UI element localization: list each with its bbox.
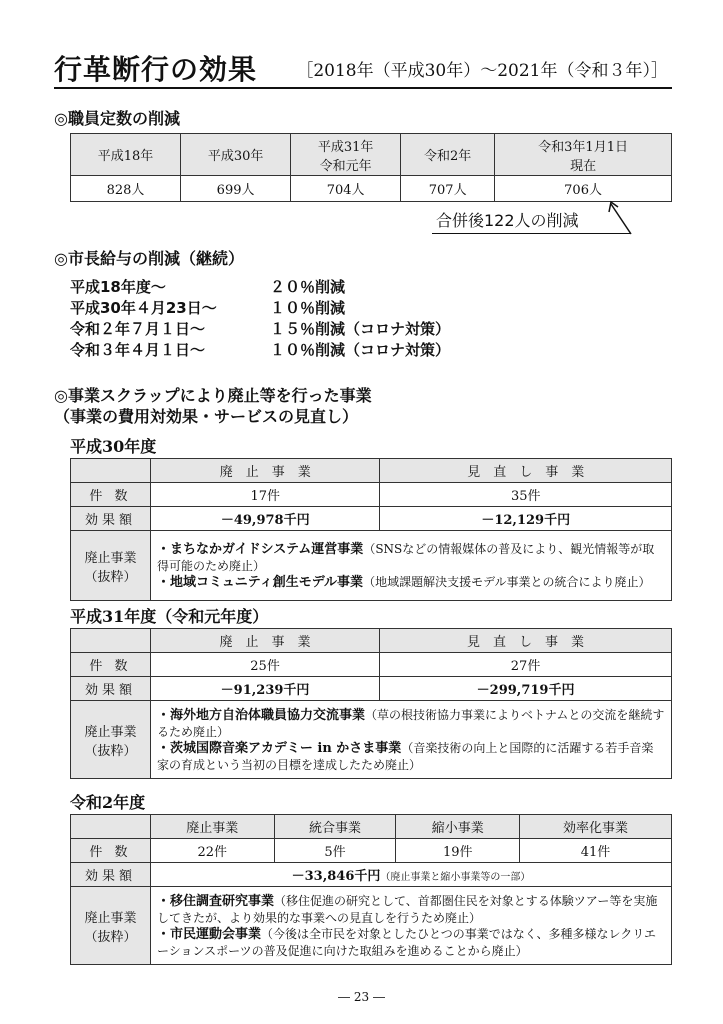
staff-header-row xyxy=(71,134,672,176)
table-row xyxy=(71,677,672,701)
staff-heading: ◎職員定数の削減 xyxy=(54,109,180,128)
page-title: 行革断行の効果 xyxy=(54,53,258,86)
effect-value: －33,846千円 xyxy=(291,869,381,884)
arrow-icon xyxy=(605,198,635,238)
staff-value-0: 828人 xyxy=(71,176,181,202)
staff-col-3: 令和2年 xyxy=(401,134,495,176)
count-cell: 19件 xyxy=(396,839,520,863)
table-row xyxy=(71,863,672,887)
title-row xyxy=(54,42,672,92)
table-r2 xyxy=(70,814,672,965)
page-number: ― 23 ― xyxy=(338,990,385,1004)
table-row xyxy=(71,507,672,531)
item-name: ・市民運動会事業 xyxy=(157,926,262,942)
salary-what: １０％削減 xyxy=(270,299,346,317)
table-row xyxy=(71,701,672,779)
col-header: 見 直 し 事 業 xyxy=(380,629,672,653)
item-name: ・地域コミュニティ創生モデル事業 xyxy=(157,574,364,590)
row-label-abolished xyxy=(71,531,151,601)
items-cell xyxy=(151,887,672,965)
table-row xyxy=(71,531,672,601)
salary-when: 令和３年４月１日～ xyxy=(70,341,206,359)
effect-note: （廃止事業と縮小事業等の一部） xyxy=(380,872,531,883)
row-label-count: 件 数 xyxy=(71,483,151,507)
salary-heading: ◎市長給与の削減（継続） xyxy=(54,249,244,268)
effect-cell: －12,129千円 xyxy=(380,507,672,531)
col-header: 効率化事業 xyxy=(519,815,671,839)
table-row xyxy=(71,839,672,863)
item-desc: （草の根技術協力事業によりベトナムとの交流を継続するため廃止） xyxy=(157,707,665,739)
salary-what: ２０％削減 xyxy=(270,278,346,296)
staff-table xyxy=(70,133,672,202)
count-cell: 5件 xyxy=(274,839,396,863)
staff-value-3: 707人 xyxy=(401,176,495,202)
table-row xyxy=(71,629,672,653)
table-row xyxy=(71,459,672,483)
merge-note: 合併後122人の削減 xyxy=(436,211,579,230)
item-name: ・海外地方自治体職員協力交流事業 xyxy=(157,707,366,723)
staff-col-2: 平成31年 令和元年 xyxy=(291,134,401,176)
table-row xyxy=(71,887,672,965)
year-heading-r2: 令和2年度 xyxy=(70,793,146,812)
items-cell xyxy=(151,531,672,601)
scrap-subheading: （事業の費用対効果・サービスの見直し） xyxy=(54,407,359,426)
corner-cell xyxy=(71,459,151,483)
effect-cell: －91,239千円 xyxy=(151,677,380,701)
row-label-effect: 効果額 xyxy=(71,507,151,531)
col-header: 廃 止 事 業 xyxy=(151,629,380,653)
staff-value-2: 704人 xyxy=(291,176,401,202)
col-header: 縮小事業 xyxy=(396,815,520,839)
col-header: 廃止事業 xyxy=(151,815,275,839)
item-name: ・移住調査研究事業 xyxy=(157,893,275,909)
col-header: 統合事業 xyxy=(274,815,396,839)
salary-when: 平成30年４月23日～ xyxy=(70,299,217,317)
salary-what: １０％削減（コロナ対策） xyxy=(270,341,451,359)
merge-underline xyxy=(432,233,630,234)
count-cell: 17件 xyxy=(151,483,380,507)
table-row xyxy=(71,653,672,677)
item-desc: （音楽技術の向上と国際的に活躍する若手音楽家の育成という当初の目標を達成したため廃止） xyxy=(157,740,654,772)
count-cell: 27件 xyxy=(380,653,672,677)
item-desc: （地域課題解決支援モデル事業との統合により廃止） xyxy=(363,574,651,589)
staff-values-row xyxy=(71,176,672,202)
list-item xyxy=(157,926,665,959)
title-rule xyxy=(54,87,672,89)
label-excerpt: （抜粋） xyxy=(84,743,137,759)
count-cell: 35件 xyxy=(380,483,672,507)
row-label-count: 件 数 xyxy=(71,653,151,677)
salary-what: １５％削減（コロナ対策） xyxy=(270,320,451,338)
label-abolished: 廃止事業 xyxy=(84,724,137,740)
year-heading-h31: 平成31年度（令和元年度） xyxy=(70,607,269,626)
effect-cell xyxy=(151,863,672,887)
item-desc: （SNSなどの情報媒体の普及により、観光情報等が取得可能のため廃止） xyxy=(157,541,655,573)
scrap-heading: ◎事業スクラップにより廃止等を行った事業 xyxy=(54,386,372,405)
item-desc: （今後は全市民を対象としたひとつの事業ではなく、多種多様なレクリエーションスポーツの普及促進に向けた取組みを進めることから廃止） xyxy=(157,926,657,958)
count-cell: 22件 xyxy=(151,839,275,863)
effect-cell: －299,719千円 xyxy=(380,677,672,701)
label-excerpt: （抜粋） xyxy=(84,929,137,945)
col-header: 廃 止 事 業 xyxy=(151,459,380,483)
staff-value-4: 706人 xyxy=(495,176,672,202)
item-name: ・まちなかガイドシステム運営事業 xyxy=(157,541,364,557)
year-heading-h30: 平成30年度 xyxy=(70,437,157,456)
salary-when: 令和２年７月１日～ xyxy=(70,320,206,338)
label-abolished: 廃止事業 xyxy=(84,910,137,926)
period-label: ［2018年（平成30年）～2021年（令和３年）］ xyxy=(296,61,668,81)
row-label-effect: 効果額 xyxy=(71,863,151,887)
row-label-abolished xyxy=(71,701,151,779)
row-label-effect: 効果額 xyxy=(71,677,151,701)
count-cell: 41件 xyxy=(519,839,671,863)
items-cell xyxy=(151,701,672,779)
corner-cell xyxy=(71,815,151,839)
staff-col-0: 平成18年 xyxy=(71,134,181,176)
item-desc: （移住促進の研究として、首都圏住民を対象とする体験ツアー等を実施してきたが、より効果的な事業への見直しを行うため廃止） xyxy=(157,893,658,925)
label-excerpt: （抜粋） xyxy=(84,569,137,585)
table-h31 xyxy=(70,628,672,779)
list-item xyxy=(157,893,665,926)
list-item xyxy=(157,707,665,740)
row-label-count: 件 数 xyxy=(71,839,151,863)
table-h30 xyxy=(70,458,672,601)
staff-col-1: 平成30年 xyxy=(181,134,291,176)
label-abolished: 廃止事業 xyxy=(84,550,137,566)
staff-col-4: 令和3年1月1日 現在 xyxy=(495,134,672,176)
corner-cell xyxy=(71,629,151,653)
list-item xyxy=(157,740,665,773)
table-row xyxy=(71,815,672,839)
count-cell: 25件 xyxy=(151,653,380,677)
staff-value-1: 699人 xyxy=(181,176,291,202)
item-name: ・茨城国際音楽アカデミー in かさま事業 xyxy=(157,740,402,756)
salary-when: 平成18年度～ xyxy=(70,278,166,296)
effect-cell: －49,978千円 xyxy=(151,507,380,531)
col-header: 見 直 し 事 業 xyxy=(380,459,672,483)
table-row xyxy=(71,483,672,507)
list-item xyxy=(157,541,665,574)
row-label-abolished xyxy=(71,887,151,965)
list-item xyxy=(157,574,665,591)
